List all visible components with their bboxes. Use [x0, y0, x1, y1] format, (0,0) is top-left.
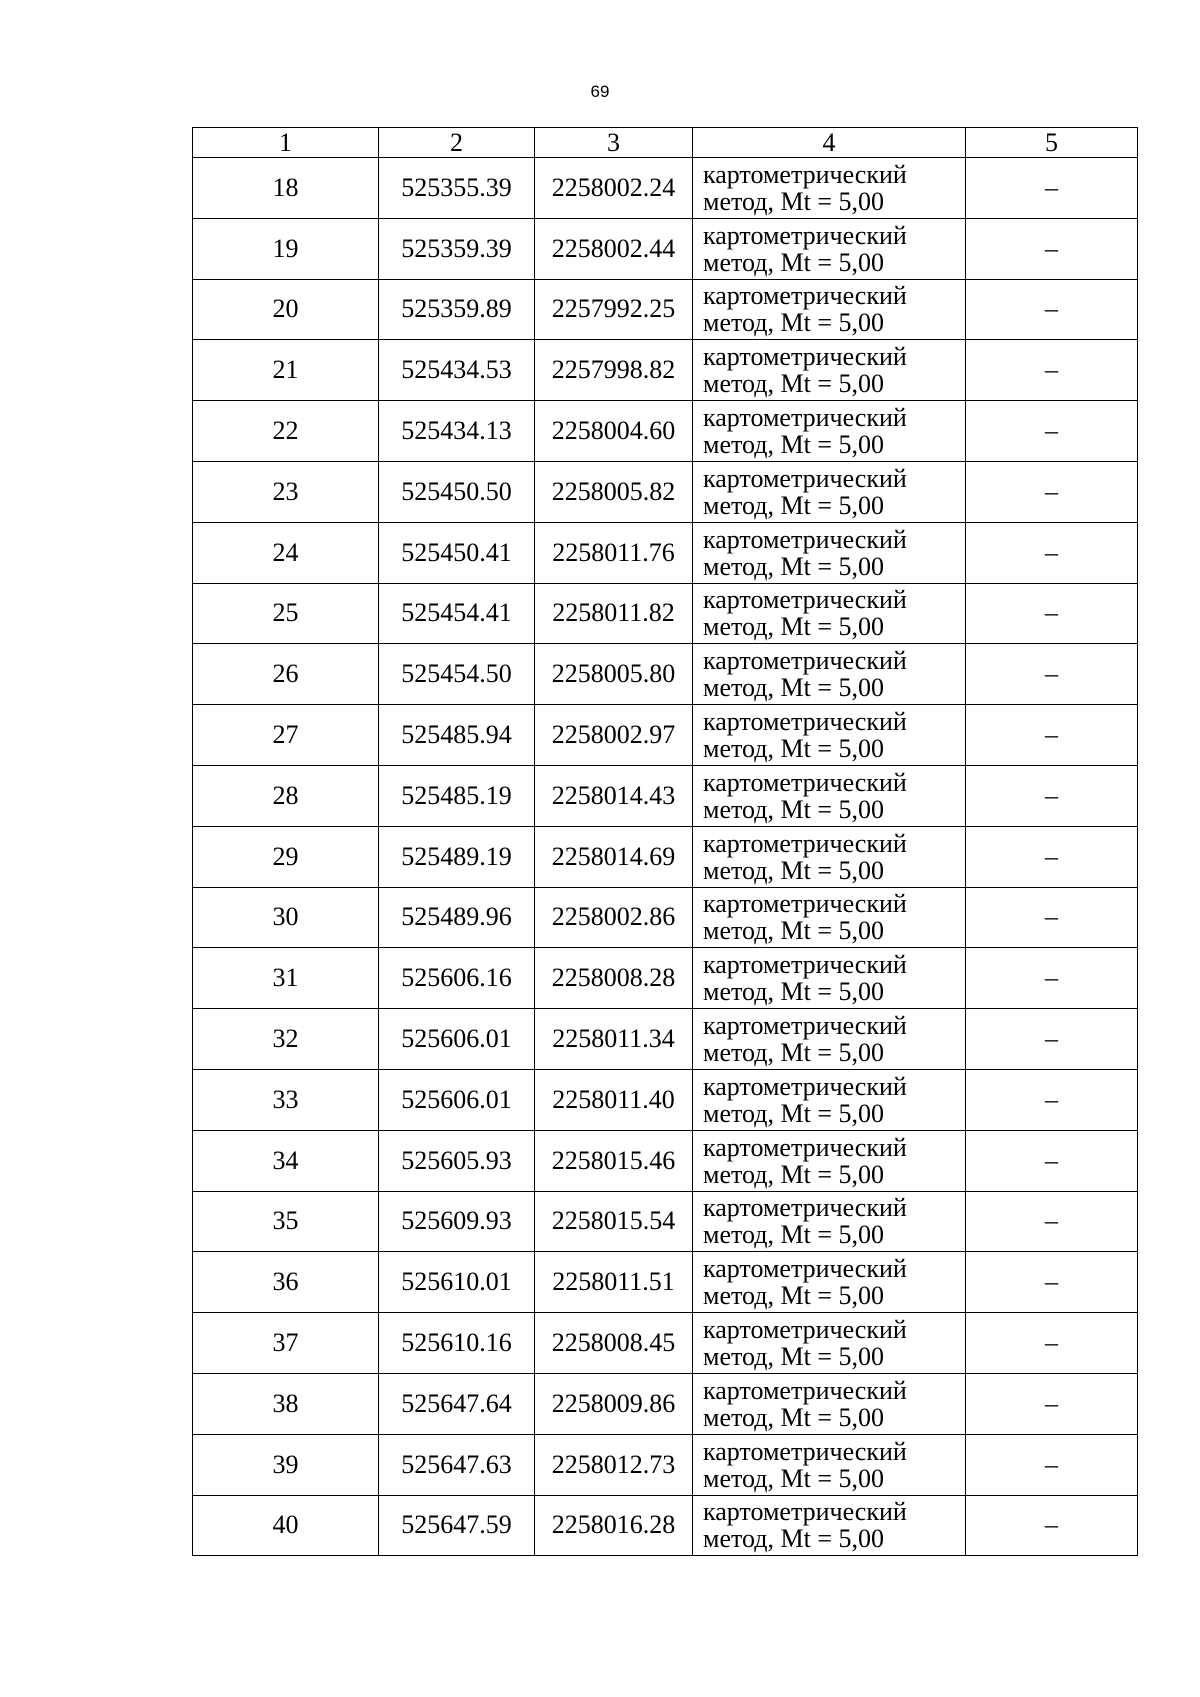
method-line-2: метод, Mt = 5,00: [703, 916, 884, 946]
x-coordinate-cell: 525609.93: [379, 1191, 535, 1252]
method-cell: [693, 1313, 966, 1374]
method-cell: [693, 948, 966, 1009]
point-number-cell: 32: [193, 1009, 379, 1070]
method-cell: [693, 1130, 966, 1191]
method-cell: [693, 1191, 966, 1252]
column-header: 2: [379, 128, 535, 158]
x-coordinate-cell: 525434.53: [379, 340, 535, 401]
coordinates-table: [192, 127, 1138, 1556]
method-line-1: картометрический: [703, 646, 907, 676]
method-line-2: метод, Mt = 5,00: [703, 430, 884, 460]
method-line-2: метод, Mt = 5,00: [703, 551, 884, 581]
y-coordinate-cell: 2258016.28: [535, 1495, 693, 1556]
method-cell: [693, 1434, 966, 1495]
table-row: [193, 826, 1138, 887]
method-cell: [693, 461, 966, 522]
method-line-2: метод, Mt = 5,00: [703, 794, 884, 824]
method-line-1: картометрический: [703, 463, 907, 493]
x-coordinate-cell: 525647.59: [379, 1495, 535, 1556]
method-cell: [693, 887, 966, 948]
method-line-1: картометрический: [703, 1071, 907, 1101]
method-line-1: картометрический: [703, 1254, 907, 1284]
note-cell: –: [966, 1495, 1138, 1556]
table-row: [193, 1252, 1138, 1313]
table-row: [193, 887, 1138, 948]
method-line-1: картометрический: [703, 1436, 907, 1466]
point-number-cell: 28: [193, 765, 379, 826]
point-number-cell: 33: [193, 1069, 379, 1130]
method-line-1: картометрический: [703, 889, 907, 919]
note-cell: –: [966, 1313, 1138, 1374]
note-cell: –: [966, 1373, 1138, 1434]
note-cell: –: [966, 765, 1138, 826]
method-line-2: метод, Mt = 5,00: [703, 186, 884, 216]
method-line-1: картометрический: [703, 1315, 907, 1345]
method-line-1: картометрический: [703, 1497, 907, 1527]
method-line-2: метод, Mt = 5,00: [703, 734, 884, 764]
method-cell: [693, 1373, 966, 1434]
method-cell: [693, 1252, 966, 1313]
y-coordinate-cell: 2258002.44: [535, 218, 693, 279]
y-coordinate-cell: 2258012.73: [535, 1434, 693, 1495]
table-row: [193, 401, 1138, 462]
method-cell: [693, 340, 966, 401]
note-cell: –: [966, 826, 1138, 887]
method-line-2: метод, Mt = 5,00: [703, 673, 884, 703]
method-line-1: картометрический: [703, 585, 907, 615]
table-row: [193, 218, 1138, 279]
point-number-cell: 24: [193, 522, 379, 583]
x-coordinate-cell: 525647.63: [379, 1434, 535, 1495]
note-cell: –: [966, 401, 1138, 462]
y-coordinate-cell: 2258004.60: [535, 401, 693, 462]
table-row: [193, 583, 1138, 644]
note-cell: –: [966, 340, 1138, 401]
x-coordinate-cell: 525454.50: [379, 644, 535, 705]
method-cell: [693, 279, 966, 340]
table-row: [193, 1495, 1138, 1556]
y-coordinate-cell: 2258011.76: [535, 522, 693, 583]
x-coordinate-cell: 525359.39: [379, 218, 535, 279]
y-coordinate-cell: 2258002.86: [535, 887, 693, 948]
y-coordinate-cell: 2258005.82: [535, 461, 693, 522]
y-coordinate-cell: 2258014.69: [535, 826, 693, 887]
note-cell: –: [966, 1069, 1138, 1130]
method-line-2: метод, Mt = 5,00: [703, 1402, 884, 1432]
method-line-1: картометрический: [703, 281, 907, 311]
point-number-cell: 26: [193, 644, 379, 705]
note-cell: –: [966, 1191, 1138, 1252]
x-coordinate-cell: 525434.13: [379, 401, 535, 462]
point-number-cell: 19: [193, 218, 379, 279]
method-line-1: картометрический: [703, 1011, 907, 1041]
table-row: [193, 705, 1138, 766]
table-row: [193, 1069, 1138, 1130]
point-number-cell: 37: [193, 1313, 379, 1374]
table-row: [193, 1130, 1138, 1191]
method-line-2: метод, Mt = 5,00: [703, 612, 884, 642]
method-line-2: метод, Mt = 5,00: [703, 855, 884, 885]
column-header: 1: [193, 128, 379, 158]
method-line-1: картометрический: [703, 524, 907, 554]
method-cell: [693, 765, 966, 826]
x-coordinate-cell: 525647.64: [379, 1373, 535, 1434]
table-row: [193, 765, 1138, 826]
y-coordinate-cell: 2258015.46: [535, 1130, 693, 1191]
method-cell: [693, 644, 966, 705]
table-row: [193, 948, 1138, 1009]
method-cell: [693, 401, 966, 462]
x-coordinate-cell: 525606.16: [379, 948, 535, 1009]
table-row: [193, 644, 1138, 705]
note-cell: –: [966, 158, 1138, 219]
point-number-cell: 31: [193, 948, 379, 1009]
y-coordinate-cell: 2258009.86: [535, 1373, 693, 1434]
table-row: [193, 1434, 1138, 1495]
column-header: 3: [535, 128, 693, 158]
y-coordinate-cell: 2258002.24: [535, 158, 693, 219]
method-line-1: картометрический: [703, 1193, 907, 1223]
x-coordinate-cell: 525454.41: [379, 583, 535, 644]
method-cell: [693, 1495, 966, 1556]
point-number-cell: 29: [193, 826, 379, 887]
method-line-1: картометрический: [703, 159, 907, 189]
point-number-cell: 20: [193, 279, 379, 340]
point-number-cell: 30: [193, 887, 379, 948]
table-body: [193, 158, 1138, 1556]
y-coordinate-cell: 2258011.40: [535, 1069, 693, 1130]
table-row: [193, 461, 1138, 522]
method-line-1: картометрический: [703, 1132, 907, 1162]
x-coordinate-cell: 525605.93: [379, 1130, 535, 1191]
point-number-cell: 38: [193, 1373, 379, 1434]
note-cell: –: [966, 887, 1138, 948]
note-cell: –: [966, 1252, 1138, 1313]
method-line-1: картометрический: [703, 828, 907, 858]
method-line-2: метод, Mt = 5,00: [703, 1038, 884, 1068]
y-coordinate-cell: 2258011.51: [535, 1252, 693, 1313]
method-line-1: картометрический: [703, 403, 907, 433]
point-number-cell: 34: [193, 1130, 379, 1191]
method-line-2: метод, Mt = 5,00: [703, 1281, 884, 1311]
method-line-2: метод, Mt = 5,00: [703, 1220, 884, 1250]
method-line-2: метод, Mt = 5,00: [703, 1463, 884, 1493]
point-number-cell: 39: [193, 1434, 379, 1495]
method-cell: [693, 158, 966, 219]
method-cell: [693, 522, 966, 583]
table-row: [193, 1313, 1138, 1374]
table-row: [193, 279, 1138, 340]
x-coordinate-cell: 525606.01: [379, 1009, 535, 1070]
x-coordinate-cell: 525610.01: [379, 1252, 535, 1313]
method-line-2: метод, Mt = 5,00: [703, 1159, 884, 1189]
y-coordinate-cell: 2258014.43: [535, 765, 693, 826]
y-coordinate-cell: 2258011.82: [535, 583, 693, 644]
method-cell: [693, 826, 966, 887]
table-row: [193, 1191, 1138, 1252]
table-row: [193, 340, 1138, 401]
point-number-cell: 22: [193, 401, 379, 462]
page-number: 69: [590, 82, 610, 101]
y-coordinate-cell: 2258002.97: [535, 705, 693, 766]
note-cell: –: [966, 1434, 1138, 1495]
note-cell: –: [966, 218, 1138, 279]
method-line-1: картометрический: [703, 950, 907, 980]
note-cell: –: [966, 583, 1138, 644]
note-cell: –: [966, 705, 1138, 766]
method-line-1: картометрический: [703, 342, 907, 372]
note-cell: –: [966, 461, 1138, 522]
method-line-1: картометрический: [703, 707, 907, 737]
table-header-row: [193, 128, 1138, 158]
y-coordinate-cell: 2258008.28: [535, 948, 693, 1009]
method-cell: [693, 705, 966, 766]
table-row: [193, 1373, 1138, 1434]
point-number-cell: 18: [193, 158, 379, 219]
column-header: 5: [966, 128, 1138, 158]
method-line-2: метод, Mt = 5,00: [703, 1098, 884, 1128]
point-number-cell: 35: [193, 1191, 379, 1252]
point-number-cell: 23: [193, 461, 379, 522]
note-cell: –: [966, 1009, 1138, 1070]
y-coordinate-cell: 2258011.34: [535, 1009, 693, 1070]
note-cell: –: [966, 644, 1138, 705]
x-coordinate-cell: 525359.89: [379, 279, 535, 340]
method-line-2: метод, Mt = 5,00: [703, 369, 884, 399]
method-cell: [693, 583, 966, 644]
method-line-2: метод, Mt = 5,00: [703, 1524, 884, 1554]
table-row: [193, 158, 1138, 219]
method-cell: [693, 218, 966, 279]
method-line-2: метод, Mt = 5,00: [703, 1342, 884, 1372]
method-line-1: картометрический: [703, 1375, 907, 1405]
method-line-2: метод, Mt = 5,00: [703, 247, 884, 277]
x-coordinate-cell: 525485.94: [379, 705, 535, 766]
method-line-1: картометрический: [703, 767, 907, 797]
point-number-cell: 21: [193, 340, 379, 401]
method-line-2: метод, Mt = 5,00: [703, 977, 884, 1007]
y-coordinate-cell: 2258015.54: [535, 1191, 693, 1252]
y-coordinate-cell: 2257992.25: [535, 279, 693, 340]
point-number-cell: 36: [193, 1252, 379, 1313]
table-row: [193, 1009, 1138, 1070]
point-number-cell: 40: [193, 1495, 379, 1556]
x-coordinate-cell: 525606.01: [379, 1069, 535, 1130]
x-coordinate-cell: 525485.19: [379, 765, 535, 826]
y-coordinate-cell: 2258005.80: [535, 644, 693, 705]
x-coordinate-cell: 525450.41: [379, 522, 535, 583]
x-coordinate-cell: 525355.39: [379, 158, 535, 219]
column-header: 4: [693, 128, 966, 158]
method-cell: [693, 1009, 966, 1070]
point-number-cell: 25: [193, 583, 379, 644]
x-coordinate-cell: 525450.50: [379, 461, 535, 522]
note-cell: –: [966, 948, 1138, 1009]
note-cell: –: [966, 279, 1138, 340]
y-coordinate-cell: 2258008.45: [535, 1313, 693, 1374]
method-cell: [693, 1069, 966, 1130]
x-coordinate-cell: 525489.96: [379, 887, 535, 948]
x-coordinate-cell: 525489.19: [379, 826, 535, 887]
table-row: [193, 522, 1138, 583]
y-coordinate-cell: 2257998.82: [535, 340, 693, 401]
x-coordinate-cell: 525610.16: [379, 1313, 535, 1374]
method-line-1: картометрический: [703, 220, 907, 250]
method-line-2: метод, Mt = 5,00: [703, 490, 884, 520]
note-cell: –: [966, 522, 1138, 583]
point-number-cell: 27: [193, 705, 379, 766]
note-cell: –: [966, 1130, 1138, 1191]
method-line-2: метод, Mt = 5,00: [703, 308, 884, 338]
